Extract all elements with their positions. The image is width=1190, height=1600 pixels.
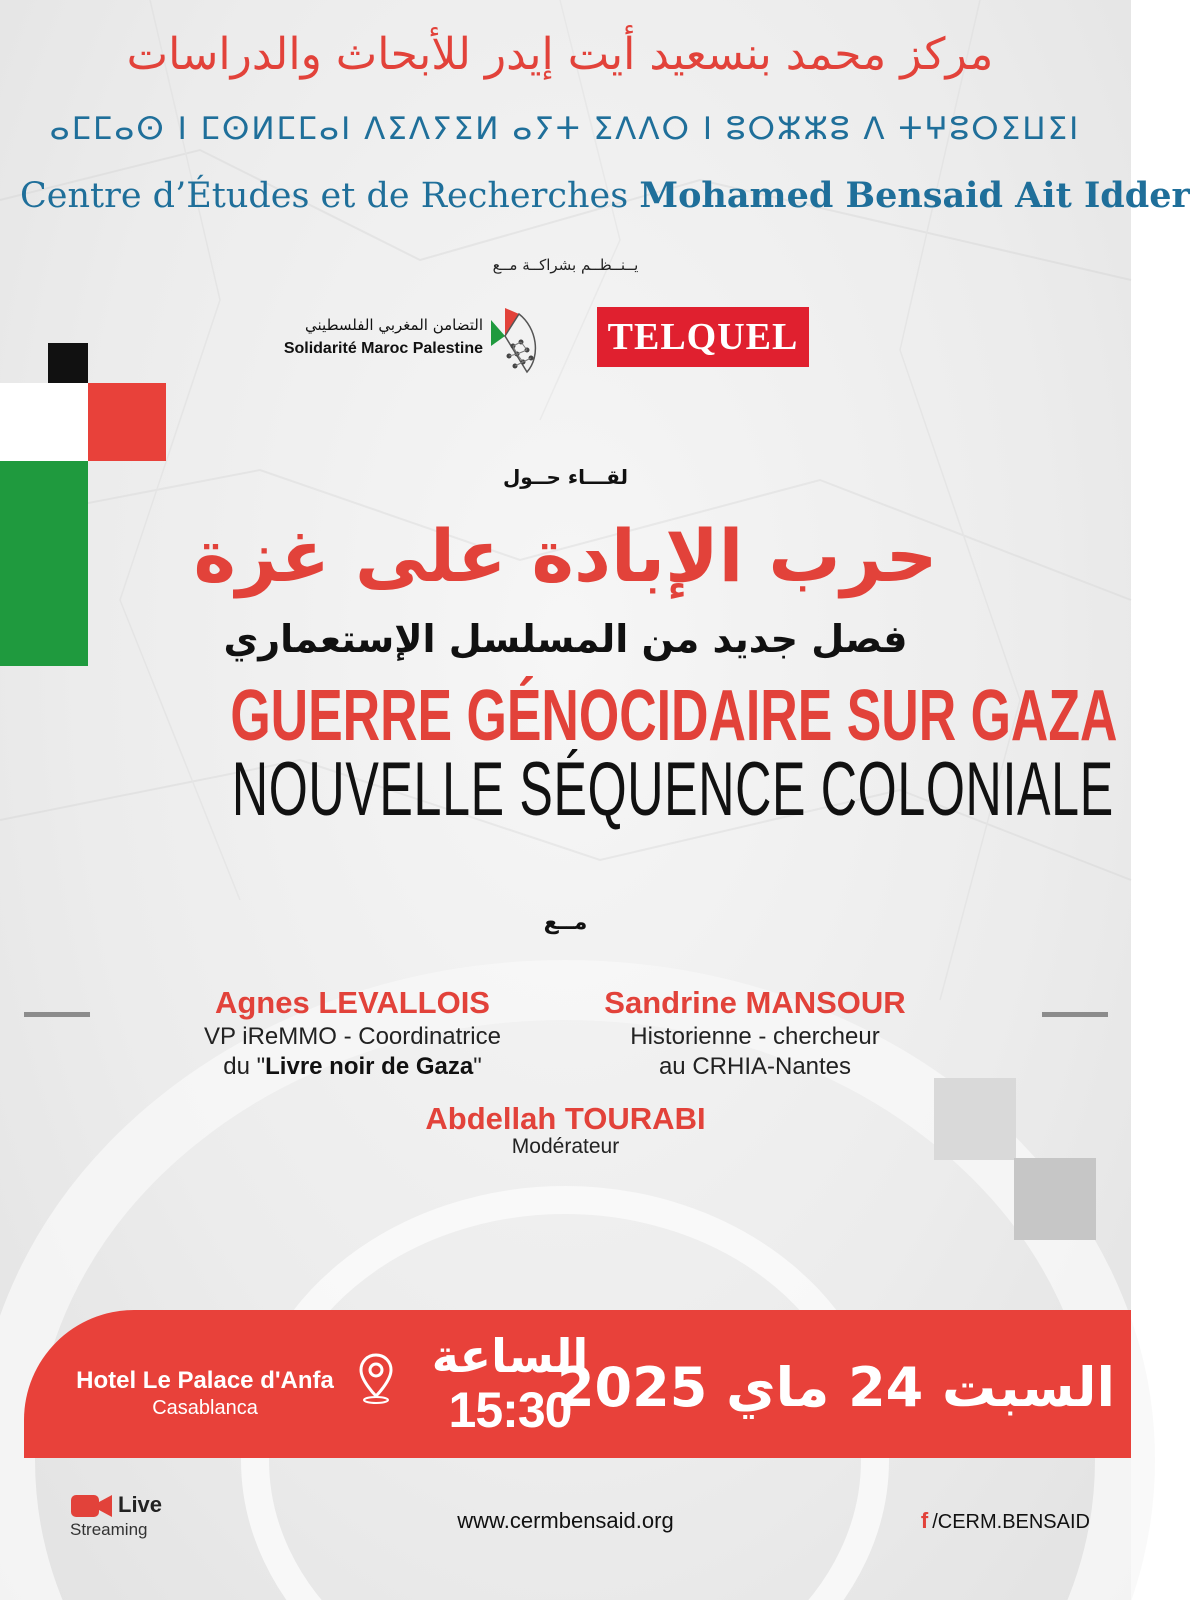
center-name-french	[20, 172, 1190, 220]
flag-square-white	[0, 383, 88, 461]
streaming-label: Streaming	[70, 1520, 148, 1539]
flag-square-black	[48, 343, 88, 383]
center-name-arabic: مركز محمد بنسعيد أيت إيدر للأبحاث والدراسات	[126, 29, 994, 80]
with-label: مــع	[543, 910, 588, 935]
event-title-french: GUERRE GÉNOCIDAIRE SUR GAZA	[230, 676, 1118, 756]
moderator-name: Abdellah TOURABI	[425, 1101, 706, 1136]
speaker-role: Historienne - chercheur	[630, 1023, 880, 1050]
book-title: Livre noir de Gaza	[265, 1053, 474, 1080]
event-subtitle-french: NOUVELLE SÉQUENCE COLONIALE	[231, 747, 1114, 832]
event-title-arabic: حرب الإبادة على غزة	[193, 514, 938, 598]
live-streaming	[70, 1492, 210, 1542]
speaker-role-line2: au CRHIA-Nantes	[658, 1053, 852, 1080]
flag-square-green	[0, 461, 88, 666]
telquel-logo: TELQUEL	[597, 307, 809, 367]
grey-square-light	[934, 1078, 1016, 1160]
speaker-role-line2-suffix: "	[473, 1053, 482, 1080]
facebook-icon: f	[920, 1508, 929, 1533]
center-name-french-bold: Mohamed Bensaid Ait Idder	[639, 175, 1190, 216]
venue	[55, 1367, 355, 1420]
solidarite-maroc-palestine-logo	[270, 306, 545, 378]
location-pin-icon	[358, 1352, 394, 1404]
event-date: السبت 24 ماي 2025	[556, 1356, 1115, 1419]
speaker-role: VP iReMMO - Coordinatrice	[204, 1023, 501, 1050]
live-label: Live	[118, 1492, 163, 1517]
smp-french-name: Solidarité Maroc Palestine	[283, 340, 483, 357]
divider-left	[24, 1012, 90, 1017]
speaker-role-line2	[170, 1052, 535, 1082]
grey-square-dark	[1014, 1158, 1096, 1240]
event-subtitle-arabic: فصل جديد من المسلسل الإستعماري	[223, 617, 908, 661]
venue-city: Casablanca	[152, 1397, 258, 1419]
time-label: الساعة	[431, 1329, 589, 1383]
flag-square-red	[88, 383, 166, 461]
center-name-tifinagh: ⴰⵎⵎⴰⵙ ⵏ ⵎⵙⵍⵎⵎⴰⵏ ⴷⵉⴷⵢⵉⵍ ⴰⵢⵜ ⵉⴷⴷⵔ ⵏ ⵓⵔⵣⵣⵓ ⴷ ⵜⵖⵓⵔⵉⵡⵉⵏ	[49, 111, 1081, 147]
divider-right	[1042, 1012, 1108, 1017]
smp-emblem-icon	[487, 306, 545, 378]
website-link[interactable]: www.cermbensaid.org	[457, 1508, 674, 1533]
video-camera-icon	[70, 1494, 114, 1518]
about-label: لقـــاء حــول	[502, 465, 629, 489]
moderator-role: Modérateur	[511, 1135, 620, 1158]
facebook-handle: /CERM.BENSAID	[932, 1511, 1090, 1533]
speaker-name: Agnes LEVALLOIS	[214, 985, 490, 1020]
event-time: 15:30	[448, 1382, 572, 1438]
facebook-link[interactable]	[880, 1508, 1090, 1534]
speaker-name: Sandrine MANSOUR	[604, 985, 906, 1020]
venue-name: Hotel Le Palace d'Anfa	[76, 1367, 334, 1394]
partnership-label: يــنــظــم بشراكــة مــع	[492, 256, 639, 274]
speaker-role-line2-prefix: du "	[223, 1053, 266, 1080]
smp-arabic-name: التضامن المغربي الفلسطيني	[305, 316, 483, 334]
center-name-french-prefix: Centre d’Études et de Recherches	[20, 176, 629, 216]
